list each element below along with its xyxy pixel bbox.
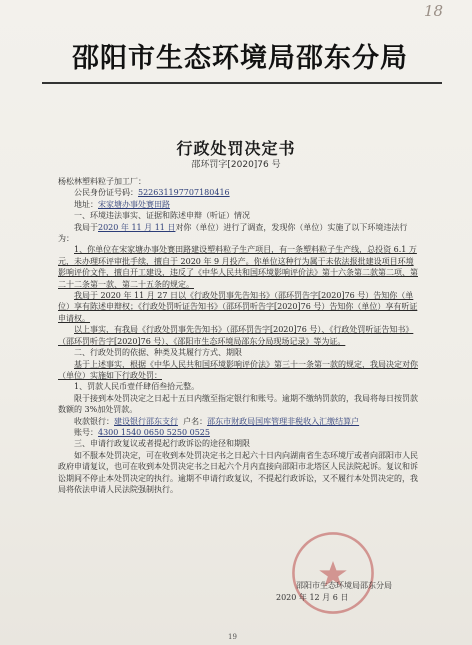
issue-date: 2020 年 12 月 6 日	[276, 593, 349, 602]
bank-label: 收款银行：	[74, 416, 114, 426]
document-title: 行政处罚决定书	[176, 139, 296, 158]
notice-paragraph: 我局于 2020 年 11 月 27 日以《行政处罚事先告知书》（邵环罚告字[2020]76 号）告知你（单位）享有陈述申辩权；《行政处罚听证告知书》（邵环罚听告字[2020]76 号）告知你（单位）享有听证申请权。	[58, 291, 418, 323]
letterhead-title: 邵阳市生态环境局邵东分局	[72, 43, 408, 74]
payment-paragraph: 限于接到本处罚决定之日起十五日内缴至指定银行和账号。逾期不缴纳罚款的，我局将每日按罚款数额的 3%加处罚款。	[58, 393, 418, 415]
id-number: 522631197707180416	[138, 188, 230, 198]
official-seal-icon	[290, 530, 376, 616]
section-2-heading: 二、行政处罚的依据、种类及其履行方式、期限	[74, 348, 242, 358]
addressee-address-line	[58, 199, 418, 210]
addressee-name: 杨松林塑料粒子加工厂：	[58, 177, 146, 186]
evidence-paragraph: 以上事实，有我局《行政处罚事先告知书》（邵环罚告字[2020]76 号）、《行政处罚听证告知书》（邵环罚听告字[2020]76 号）、《邵阳市生态环境局邵东分局现场记录》等为证。	[58, 325, 414, 346]
address-value: 宋家塘办事处赛田路	[98, 199, 170, 209]
appeal-paragraph: 如不服本处罚决定，可在收到本处罚决定书之日起六十日内向湖南省生态环境厅或者向邵阳市人民政府申请复议，也可在收到本处罚决定书之日起六个月内直接向邵阳市北塔区人民法院起诉。复议和诉讼期间不停止本处罚决定的执行。逾期不申请行政复议，不提起行政诉讼，又不履行本处罚决定的，我局将依法申请人民法院强制执行。	[58, 450, 418, 494]
handwritten-page-number: 18	[424, 2, 444, 20]
investigation-paragraph	[58, 222, 418, 245]
account-name-value: 邵东市财政局国库管理非税收入汇缴结算户	[207, 416, 360, 426]
basis-paragraph: 基于上述事实，根据《中华人民共和国环境影响评价法》第三十一条第一款的规定，我局决定对你（单位）实施如下行政处罚：	[58, 359, 418, 380]
letterhead-divider	[42, 82, 442, 84]
document-body	[58, 176, 418, 495]
penalty-item: 1、罚款人民币壹仟肆佰叁拾元整。	[74, 382, 200, 392]
violation-facts-paragraph: 1、你单位在宋家塘办事处赛田路建设塑料粒子生产项目，有一条塑料粒子生产线，总投资 6.1 万元，未办理环评审批手续，擅自于 2020 年 9 月投产。你单位这种行为属于未依法报批建设项目环境影响评价文件，擅自开工建设，违反了《中华人民共和国环境影响评价法》第十六条第二款第二项、第二十二条第一款、第二十五条的规定。	[58, 245, 418, 289]
investigation-date: 2020 年 11 月 11 日	[98, 222, 176, 232]
section-1-heading: 一、环境违法事实、证据和陈述申辩（听证）情况	[74, 211, 250, 221]
investigation-suffix: 对你（单位）进行了调查，发现你（单位）实施了以下环境违法行为：	[58, 222, 408, 244]
addressee-id-line	[58, 187, 418, 198]
section-3-heading: 三、申请行政复议或者提起行政诉讼的途径和期限	[74, 439, 250, 449]
account-value: 4300 1540 0650 5250 0525	[98, 427, 210, 437]
issuer-name: 邵阳市生态环境局邵东分局	[296, 581, 392, 590]
bank-line	[58, 416, 418, 427]
id-label: 公民身份证号码：	[74, 188, 138, 198]
document-number: 邵环罚字[2020]76 号	[191, 160, 281, 170]
page-number: 19	[228, 633, 237, 641]
account-label: 账号：	[74, 427, 98, 437]
address-label: 地址：	[74, 199, 98, 209]
account-name-label: 户名：	[183, 416, 208, 426]
account-line	[58, 427, 418, 438]
investigation-prefix: 我局于	[74, 222, 98, 232]
bank-value: 建设银行邵东支行	[114, 416, 178, 426]
